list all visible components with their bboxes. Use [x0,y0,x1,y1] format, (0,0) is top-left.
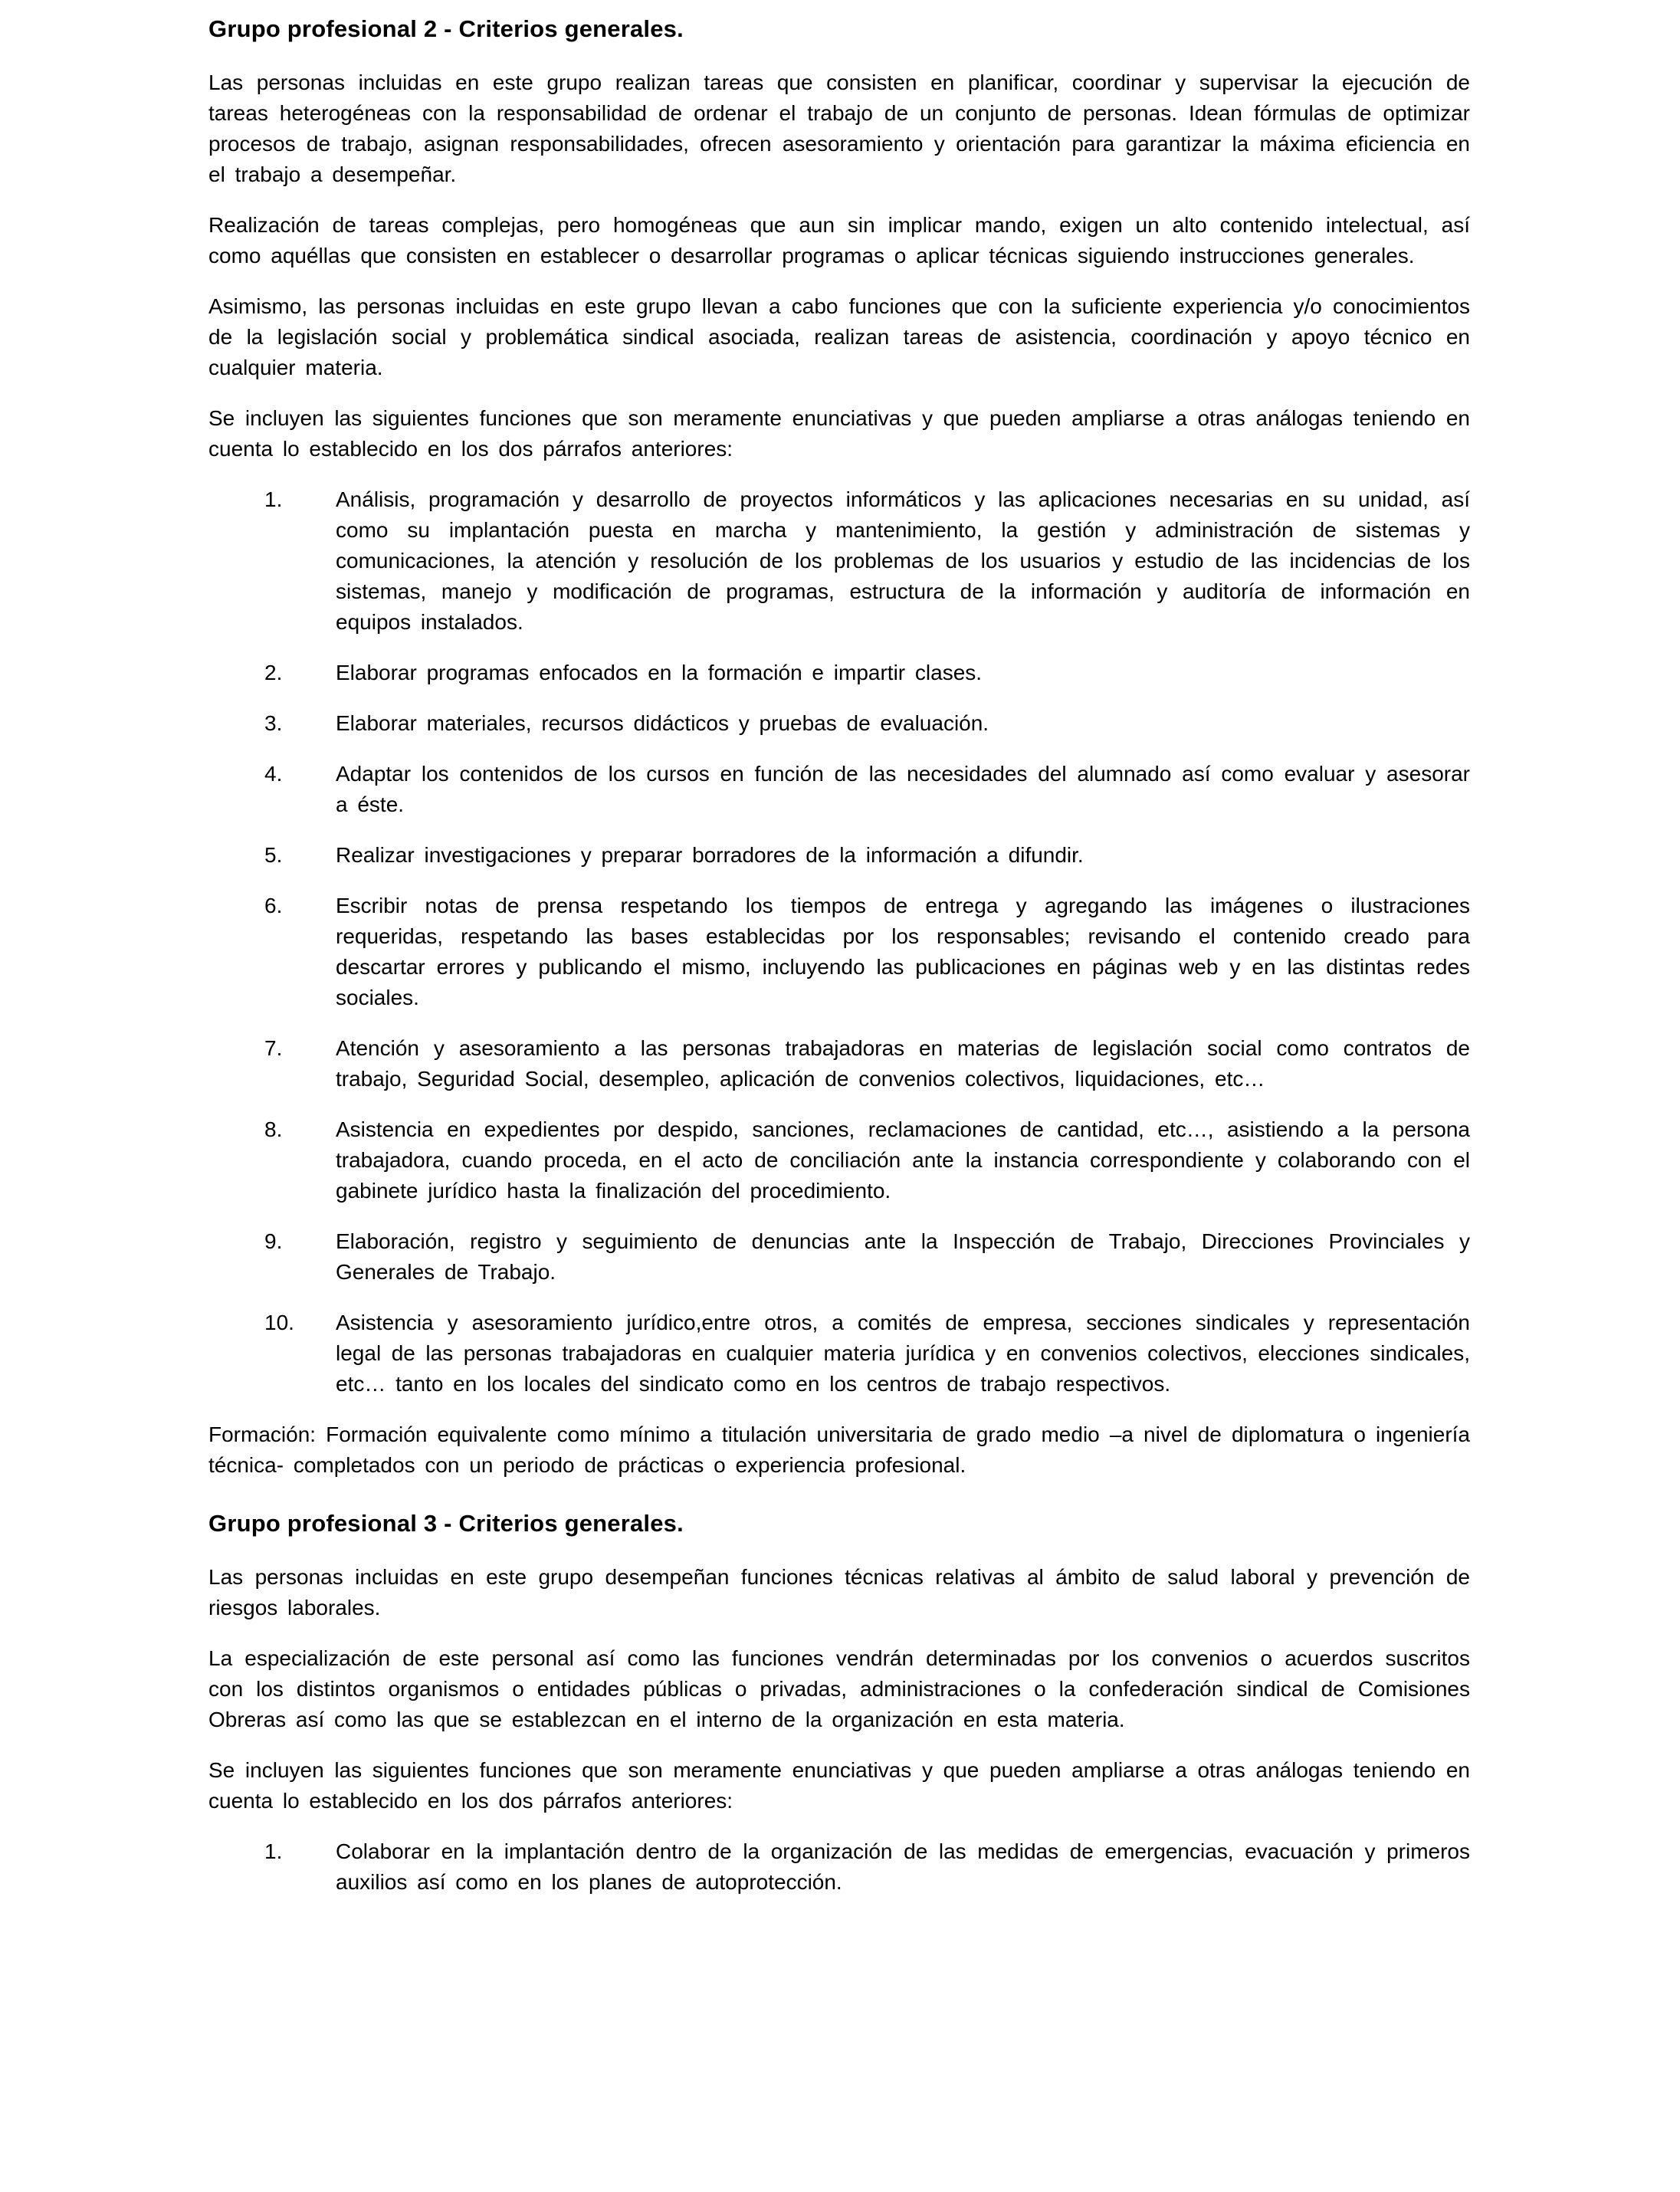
list-item [208,840,1470,871]
numbered-list [208,484,1470,1400]
list-item [208,1114,1470,1206]
list-item [208,658,1470,688]
list-item-number: 9. [264,1229,283,1253]
list-item-text: Realizar investigaciones y preparar borradores de la información a difundir. [336,843,1084,867]
list-item-number: 8. [264,1117,283,1141]
list-item-text: Colaborar en la implantación dentro de la organización de las medidas de emergencias, evacuación y primeros auxilios así como en los planes de autoprotección. [336,1839,1470,1894]
list-item-number: 7. [264,1036,283,1060]
paragraph-formacion: Formación: Formación equivalente como mínimo a titulación universitaria de grado medio –a nivel de diplomatura o ingeniería técnica- completados con un periodo de prácticas o experiencia profesional. [208,1423,1470,1477]
list-item-text: Adaptar los contenidos de los cursos en función de las necesidades del alumnado así como evaluar y asesorar a éste. [336,762,1470,816]
list-item-text: Escribir notas de prensa respetando los tiempos de entrega y agregando las imágenes o ilustraciones requeridas, respetando las bases establecidas por los responsables; revisando el contenido creado para descartar errores y publicando el mismo, incluyendo las publicaciones en páginas web y en las distintas redes sociales. [336,894,1470,1009]
list-item [208,484,1470,638]
list-item-text: Elaborar programas enfocados en la formación e impartir clases. [336,661,983,684]
paragraph: Asimismo, las personas incluidas en este grupo llevan a cabo funciones que con la suficiente experiencia y/o conocimientos de la legislación social y problemática sindical asociada, realizan tareas de asistencia, coordinación y apoyo técnico en cualquier materia. [208,294,1470,379]
list-item-text: Elaboración, registro y seguimiento de denuncias ante la Inspección de Trabajo, Direcciones Provinciales y Generales de Trabajo. [336,1229,1470,1284]
list-item-number: 1. [264,487,283,511]
list-item-text: Asistencia en expedientes por despido, sanciones, reclamaciones de cantidad, etc…, asistiendo a la persona trabajadora, cuando proceda, en el acto de conciliación ante la instancia correspondiente y colaborando con el gabinete jurídico hasta la finalización del procedimiento. [336,1117,1470,1203]
list-item-text: Asistencia y asesoramiento jurídico,entre otros, a comités de empresa, secciones sindicales y representación legal de las personas trabajadoras en cualquier materia jurídica y en convenios colectivos, elecciones sindicales, etc… tanto en los locales del sindicato como en los centros de trabajo respectivos. [336,1311,1470,1396]
list-item [208,1033,1470,1094]
paragraph: La especialización de este personal así como las funciones vendrán determinadas por los convenios o acuerdos suscritos con los distintos organismos o entidades públicas o privadas, administraciones o la confederación sindical de Comisiones Obreras así como las que se establezcan en el interno de la organización en esta materia. [208,1646,1470,1731]
list-item-number: 5. [264,843,283,867]
numbered-list [208,1836,1470,1898]
section-grupo-profesional-2 [208,12,1470,1481]
section-heading: Grupo profesional 2 - Criterios generales. [208,15,684,42]
list-item-number: 6. [264,894,283,917]
paragraph: Se incluyen las siguientes funciones que son meramente enunciativas y que pueden ampliarse a otras análogas teniendo en cuenta lo establecido en los dos párrafos anteriores: [208,1758,1470,1813]
list-item-number: 4. [264,762,283,786]
paragraph: Realización de tareas complejas, pero homogéneas que aun sin implicar mando, exigen un alto contenido intelectual, así como aquéllas que consisten en establecer o desarrollar programas o aplicar técnicas siguiendo instrucciones generales. [208,213,1470,267]
list-item-text: Atención y asesoramiento a las personas trabajadoras en materias de legislación social como contratos de trabajo, Seguridad Social, desempleo, aplicación de convenios colectivos, liquidaciones, etc… [336,1036,1470,1091]
section-heading: Grupo profesional 3 - Criterios generales. [208,1510,684,1537]
list-item-number: 1. [264,1839,283,1863]
list-item [208,708,1470,739]
list-item-number: 10. [264,1311,294,1334]
paragraph: Las personas incluidas en este grupo desempeñan funciones técnicas relativas al ámbito de salud laboral y prevención de riesgos laborales. [208,1565,1470,1619]
list-item [208,1226,1470,1288]
list-item [208,891,1470,1013]
list-item-text: Elaborar materiales, recursos didácticos y pruebas de evaluación. [336,711,989,735]
section-grupo-profesional-3 [208,1507,1470,1898]
paragraph: Las personas incluidas en este grupo realizan tareas que consisten en planificar, coordinar y supervisar la ejecución de tareas heterogéneas con la responsabilidad de ordenar el trabajo de un conjunto de personas. Idean fórmulas de optimizar procesos de trabajo, asignan responsabilidades, ofrecen asesoramiento y orientación para garantizar la máxima eficiencia en el trabajo a desempeñar. [208,71,1470,186]
list-item-number: 3. [264,711,283,735]
list-item [208,1308,1470,1400]
list-item [208,1836,1470,1898]
list-item-number: 2. [264,661,283,684]
list-item [208,759,1470,820]
paragraph: Se incluyen las siguientes funciones que son meramente enunciativas y que pueden ampliarse a otras análogas teniendo en cuenta lo establecido en los dos párrafos anteriores: [208,406,1470,461]
list-item-text: Análisis, programación y desarrollo de proyectos informáticos y las aplicaciones necesarias en su unidad, así como su implantación puesta en marcha y mantenimiento, la gestión y administración de sistemas y comunicaciones, la atención y resolución de los problemas de los usuarios y estudio de las incidencias de los sistemas, manejo y modificación de programas, estructura de la información y auditoría de información en equipos instalados. [336,487,1470,634]
